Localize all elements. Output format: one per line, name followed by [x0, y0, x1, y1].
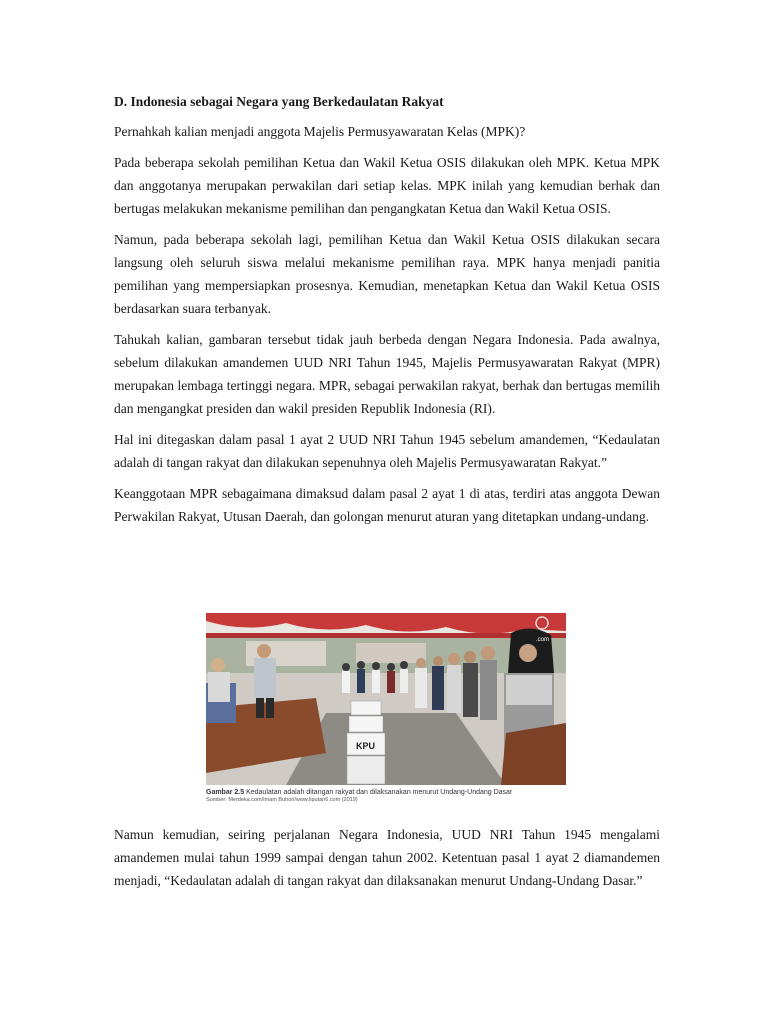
- paragraph-5: Hal ini ditegaskan dalam pasal 1 ayat 2 UUD NRI Tahun 1945 sebelum amandemen, “Kedaulatan adalah di tangan rakyat dan dilakukan sepenuhnya oleh Majelis Permusyawaratan Rakyat.”: [114, 432, 660, 470]
- figure-caption-text: Kedaulatan adalah ditangan rakyat dan dilaksanakan menurut Undang-Undang Dasar: [244, 789, 513, 796]
- closing-section: [114, 823, 660, 900]
- ballot-box-label: KPU: [356, 741, 376, 751]
- document-body: [114, 92, 660, 536]
- figure-source: Sumber: Merdeka.com/Imam Buhori/www.liputan6.com (2019): [206, 797, 358, 803]
- paragraph-1: Pernahkah kalian menjadi anggota Majelis Permusyawaratan Kelas (MPK)?: [114, 124, 526, 139]
- paragraph-6: Keanggotaan MPR sebagaimana dimaksud dalam pasal 2 ayat 1 di atas, terdiri atas anggota Dewan Perwakilan Rakyat, Utusan Daerah, dan golongan menurut aturan yang ditetapkan undang-undang.: [114, 486, 660, 524]
- figure-caption: [206, 788, 566, 797]
- paragraph-2: Pada beberapa sekolah pemilihan Ketua dan Wakil Ketua OSIS dilakukan oleh MPK. Ketua MPK dan anggotanya merupakan perwakilan dari setiap kelas. MPK inilah yang kemudian berhak dan bertugas melakukan mekanisme pemilihan dan pengangkatan Ketua dan Wakil Ketua OSIS.: [114, 155, 660, 216]
- photo-watermark: .com: [536, 637, 550, 643]
- election-figure: [206, 613, 566, 804]
- election-photo: [206, 613, 566, 785]
- paragraph-3: Namun, pada beberapa sekolah lagi, pemilihan Ketua dan Wakil Ketua OSIS dilakukan secara langsung oleh seluruh siswa melalui mekanisme pemilihan raya. MPK hanya menjadi panitia pemilihan yang mempersiapkan prosesnya. Kemudian, menetapkan Ketua dan Wakil Ketua OSIS berdasarkan suara terbanyak.: [114, 232, 660, 316]
- section-heading: D. Indonesia sebagai Negara yang Berkedaulatan Rakyat: [114, 94, 444, 109]
- paragraph-4: Tahukah kalian, gambaran tersebut tidak jauh berbeda dengan Negara Indonesia. Pada awalnya, sebelum dilakukan amandemen UUD NRI Tahun 1945, Majelis Permusyawaratan Rakyat (MPR) merupakan lembaga tertinggi negara. MPR, sebagai perwakilan rakyat, berhak dan bertugas memilih dan mengangkat presiden dan wakil presiden Republik Indonesia (RI).: [114, 332, 660, 416]
- figure-caption-label: Gambar 2.5: [206, 789, 245, 796]
- closing-paragraph: Namun kemudian, seiring perjalanan Negara Indonesia, UUD NRI Tahun 1945 mengalami amandemen mulai tahun 1999 sampai dengan tahun 2002. Ketentuan pasal 1 ayat 2 diamandemen menjadi, “Kedaulatan adalah di tangan rakyat dan dilaksanakan menurut Undang-Undang Dasar.”: [114, 827, 660, 888]
